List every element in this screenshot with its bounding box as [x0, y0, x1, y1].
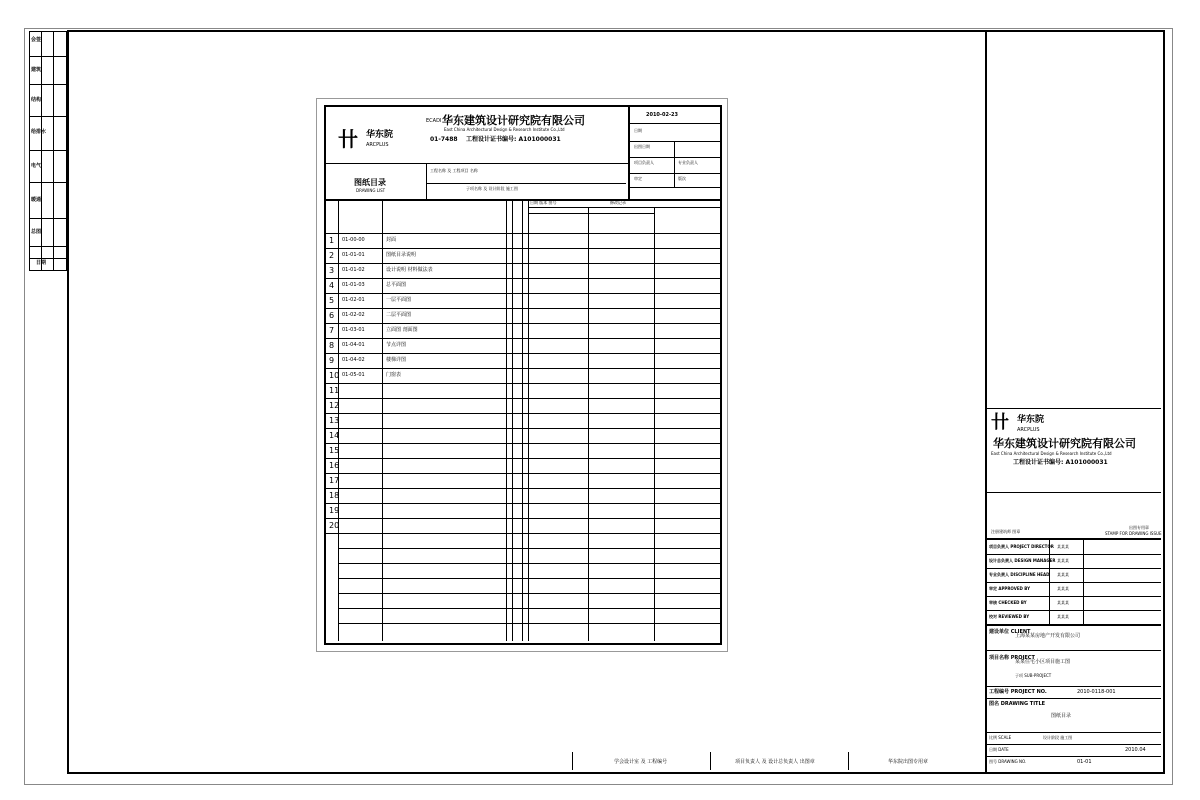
table-row — [326, 338, 720, 354]
right-label-5: 版次 — [678, 176, 686, 181]
tb-sheet-label: 图号 DRAWING NO. — [989, 759, 1027, 764]
strip-label-2: 结构 — [31, 97, 42, 103]
row-no: 17 — [329, 476, 340, 485]
drawing-list-sheet — [316, 98, 728, 652]
row-name: 图纸目录说明 — [386, 252, 417, 258]
bottom-note-0: 学会设计室 及 工程编号 — [614, 759, 668, 765]
tb-role-3: 审定 APPROVED BY — [989, 586, 1030, 591]
header-note: 工程名称 及 工程项目 名称 — [430, 168, 478, 173]
row-name: 二层平面图 — [386, 312, 412, 318]
row-no: 20 — [329, 521, 340, 530]
row-no: 10 — [329, 371, 340, 380]
right-label-2: 项目负责人 — [634, 160, 654, 165]
tb-brand-en: ARCPLUS — [1017, 427, 1040, 433]
row-no: 14 — [329, 431, 340, 440]
strip-label-6: 总图 — [31, 229, 42, 235]
drawing-list-table — [326, 201, 720, 641]
row-no: 5 — [329, 296, 335, 305]
tb-role-4: 审核 CHECKED BY — [989, 600, 1027, 605]
table-row — [326, 368, 720, 384]
table-row — [326, 503, 720, 519]
tb-project-value: 某某住宅小区项目施工图 — [1015, 659, 1071, 665]
cert-prefix: 01-7488 — [430, 136, 458, 143]
tb-role-name-0: 某某某 — [1057, 544, 1069, 549]
row-no: 16 — [329, 461, 340, 470]
row-no: 12 — [329, 401, 340, 410]
tb-logo-icon: 卄 — [991, 412, 1009, 433]
tb-drawing-label: 图名 DRAWING TITLE — [989, 701, 1046, 707]
tb-sheet-value: 01-01 — [1077, 759, 1092, 765]
strip-label-4: 电气 — [31, 163, 42, 169]
tb-role-name-3: 某某某 — [1057, 586, 1069, 591]
table-row — [326, 458, 720, 474]
right-label-3: 专业负责人 — [678, 160, 698, 165]
table-row — [326, 518, 720, 534]
row-no: 18 — [329, 491, 340, 500]
row-name: 节点详图 — [386, 342, 407, 348]
table-row — [326, 308, 720, 324]
row-name: 门窗表 — [386, 372, 402, 378]
table-row — [326, 473, 720, 489]
tb-stamp-right2: STAMP FOR DRAWING ISSUE — [1105, 531, 1162, 536]
tb-project-no-label: 工程编号 PROJECT NO. — [989, 689, 1047, 695]
tb-date-value: 2010.04 — [1125, 747, 1146, 753]
row-name: 封面 — [386, 237, 397, 243]
binding-strip — [29, 31, 67, 271]
company-prefix: ECADI — [426, 118, 442, 124]
brand-cn: 华东院 — [366, 130, 394, 140]
row-code: 01-02-01 — [342, 297, 365, 303]
table-row — [326, 293, 720, 309]
brand-en: ARCPLUS — [366, 142, 389, 148]
tb-roles — [987, 540, 1161, 624]
row-name: 设计说明 材料做法表 — [386, 267, 433, 273]
tb-brand-cn: 华东院 — [1017, 415, 1045, 425]
tb-role-2: 专业负责人 DISCIPLINE HEAD — [989, 572, 1050, 577]
row-no: 13 — [329, 416, 340, 425]
table-row — [326, 488, 720, 504]
table-row — [326, 413, 720, 429]
row-no: 1 — [329, 236, 335, 245]
table-row — [326, 443, 720, 459]
table-row — [326, 233, 720, 249]
tb-name-cn: 华东建筑设计研究院有限公司 — [993, 437, 1136, 450]
tb-role-name-2: 某某某 — [1057, 572, 1069, 577]
strip-label-7: 日期 — [36, 260, 47, 266]
tb-role-name-4: 某某某 — [1057, 600, 1069, 605]
table-row — [326, 248, 720, 264]
row-code: 01-05-01 — [342, 372, 365, 378]
row-name: 立面图 剖面图 — [386, 327, 418, 333]
row-no: 7 — [329, 326, 335, 335]
tb-sub-label: 子项 SUB-PROJECT — [1015, 673, 1052, 678]
strip-label-0: 会签 — [31, 37, 42, 43]
row-no: 2 — [329, 251, 335, 260]
columns-caption: 修改记录 — [610, 200, 626, 205]
strip-label-5: 暖通 — [31, 197, 42, 203]
logo-icon: 卄 — [338, 127, 358, 151]
row-no: 6 — [329, 311, 335, 320]
tb-role-0: 项目负责人 PROJECT DIRECTOR — [989, 544, 1054, 549]
tb-stamp-left: 注册建筑师 图章 — [991, 529, 1021, 534]
row-name: 总平面图 — [386, 282, 407, 288]
row-code: 01-01-01 — [342, 252, 365, 258]
cert-label: 工程设计证书编号: A101000031 — [466, 136, 561, 143]
tb-role-5: 校对 REVIEWED BY — [989, 614, 1030, 619]
tb-role-name-1: 某某某 — [1057, 558, 1069, 563]
row-no: 4 — [329, 281, 335, 290]
table-row — [326, 278, 720, 294]
header-note-2: 子项名称 及 设计阶段 施工图 — [466, 186, 518, 191]
row-code: 01-01-02 — [342, 267, 365, 273]
sheet-border — [324, 105, 722, 645]
strip-label-3: 给排水 — [31, 129, 47, 135]
tb-date-label: 日期 DATE — [989, 747, 1009, 752]
right-top-date: 2010-02-23 — [646, 112, 678, 118]
tb-role-name-5: 某某某 — [1057, 614, 1069, 619]
tb-drawing-title: 图纸目录 — [1051, 713, 1072, 719]
tb-stage-label: 设计阶段 施工图 — [1043, 735, 1073, 740]
row-code: 01-02-02 — [342, 312, 365, 318]
tb-project-label: 项目名称 PROJECT — [989, 655, 1035, 661]
company-name-en: East China Architectural Design & Research Institute Co.,Ltd — [444, 127, 565, 132]
bottom-note-2: 华东院出图专用章 — [888, 759, 929, 765]
sheet-title-cn: 图纸目录 — [354, 178, 386, 187]
right-label-1: 出图日期 — [634, 144, 650, 149]
row-no: 3 — [329, 266, 335, 275]
row-no: 15 — [329, 446, 340, 455]
row-code: 01-00-00 — [342, 237, 365, 243]
table-row — [326, 263, 720, 279]
tb-project-no: 2010-0118-001 — [1077, 689, 1116, 695]
table-row — [326, 428, 720, 444]
tb-client-value: 上海某某房地产开发有限公司 — [1015, 633, 1081, 639]
tb-stamp-right: 出图专用章 — [1129, 525, 1149, 530]
tb-client-label: 建设单位 CLIENT — [989, 629, 1031, 635]
tb-role-1: 设计总负责人 DESIGN MANAGER — [989, 558, 1056, 563]
bottom-note-1: 项目负责人 及 设计总负责人 出图章 — [735, 759, 815, 765]
company-name-cn: 华东建筑设计研究院有限公司 — [442, 114, 585, 127]
title-block — [987, 30, 1161, 770]
table-row — [326, 323, 720, 339]
right-label-0: 日期 — [634, 128, 642, 133]
tb-cert: 工程设计证书编号: A101000031 — [1013, 459, 1108, 466]
row-no: 9 — [329, 356, 335, 365]
tb-scale-label: 比例 SCALE — [989, 735, 1012, 740]
cols-note: 日期 版本 图号 — [530, 200, 557, 205]
tb-name-en: East China Architectural Design & Research Institute Co.,Ltd — [991, 451, 1112, 456]
row-no: 19 — [329, 506, 340, 515]
row-no: 8 — [329, 341, 335, 350]
strip-label-1: 建筑 — [31, 67, 42, 73]
row-code: 01-04-02 — [342, 357, 365, 363]
right-label-4: 审定 — [634, 176, 642, 181]
table-row — [326, 383, 720, 399]
sheet-title-en: DRAWING LIST — [356, 188, 386, 193]
table-row — [326, 353, 720, 369]
table-row — [326, 398, 720, 414]
row-code: 01-04-01 — [342, 342, 365, 348]
row-no: 11 — [329, 386, 340, 395]
row-name: 一层平面图 — [386, 297, 412, 303]
row-code: 01-03-01 — [342, 327, 365, 333]
row-code: 01-01-03 — [342, 282, 365, 288]
row-name: 楼梯详图 — [386, 357, 407, 363]
